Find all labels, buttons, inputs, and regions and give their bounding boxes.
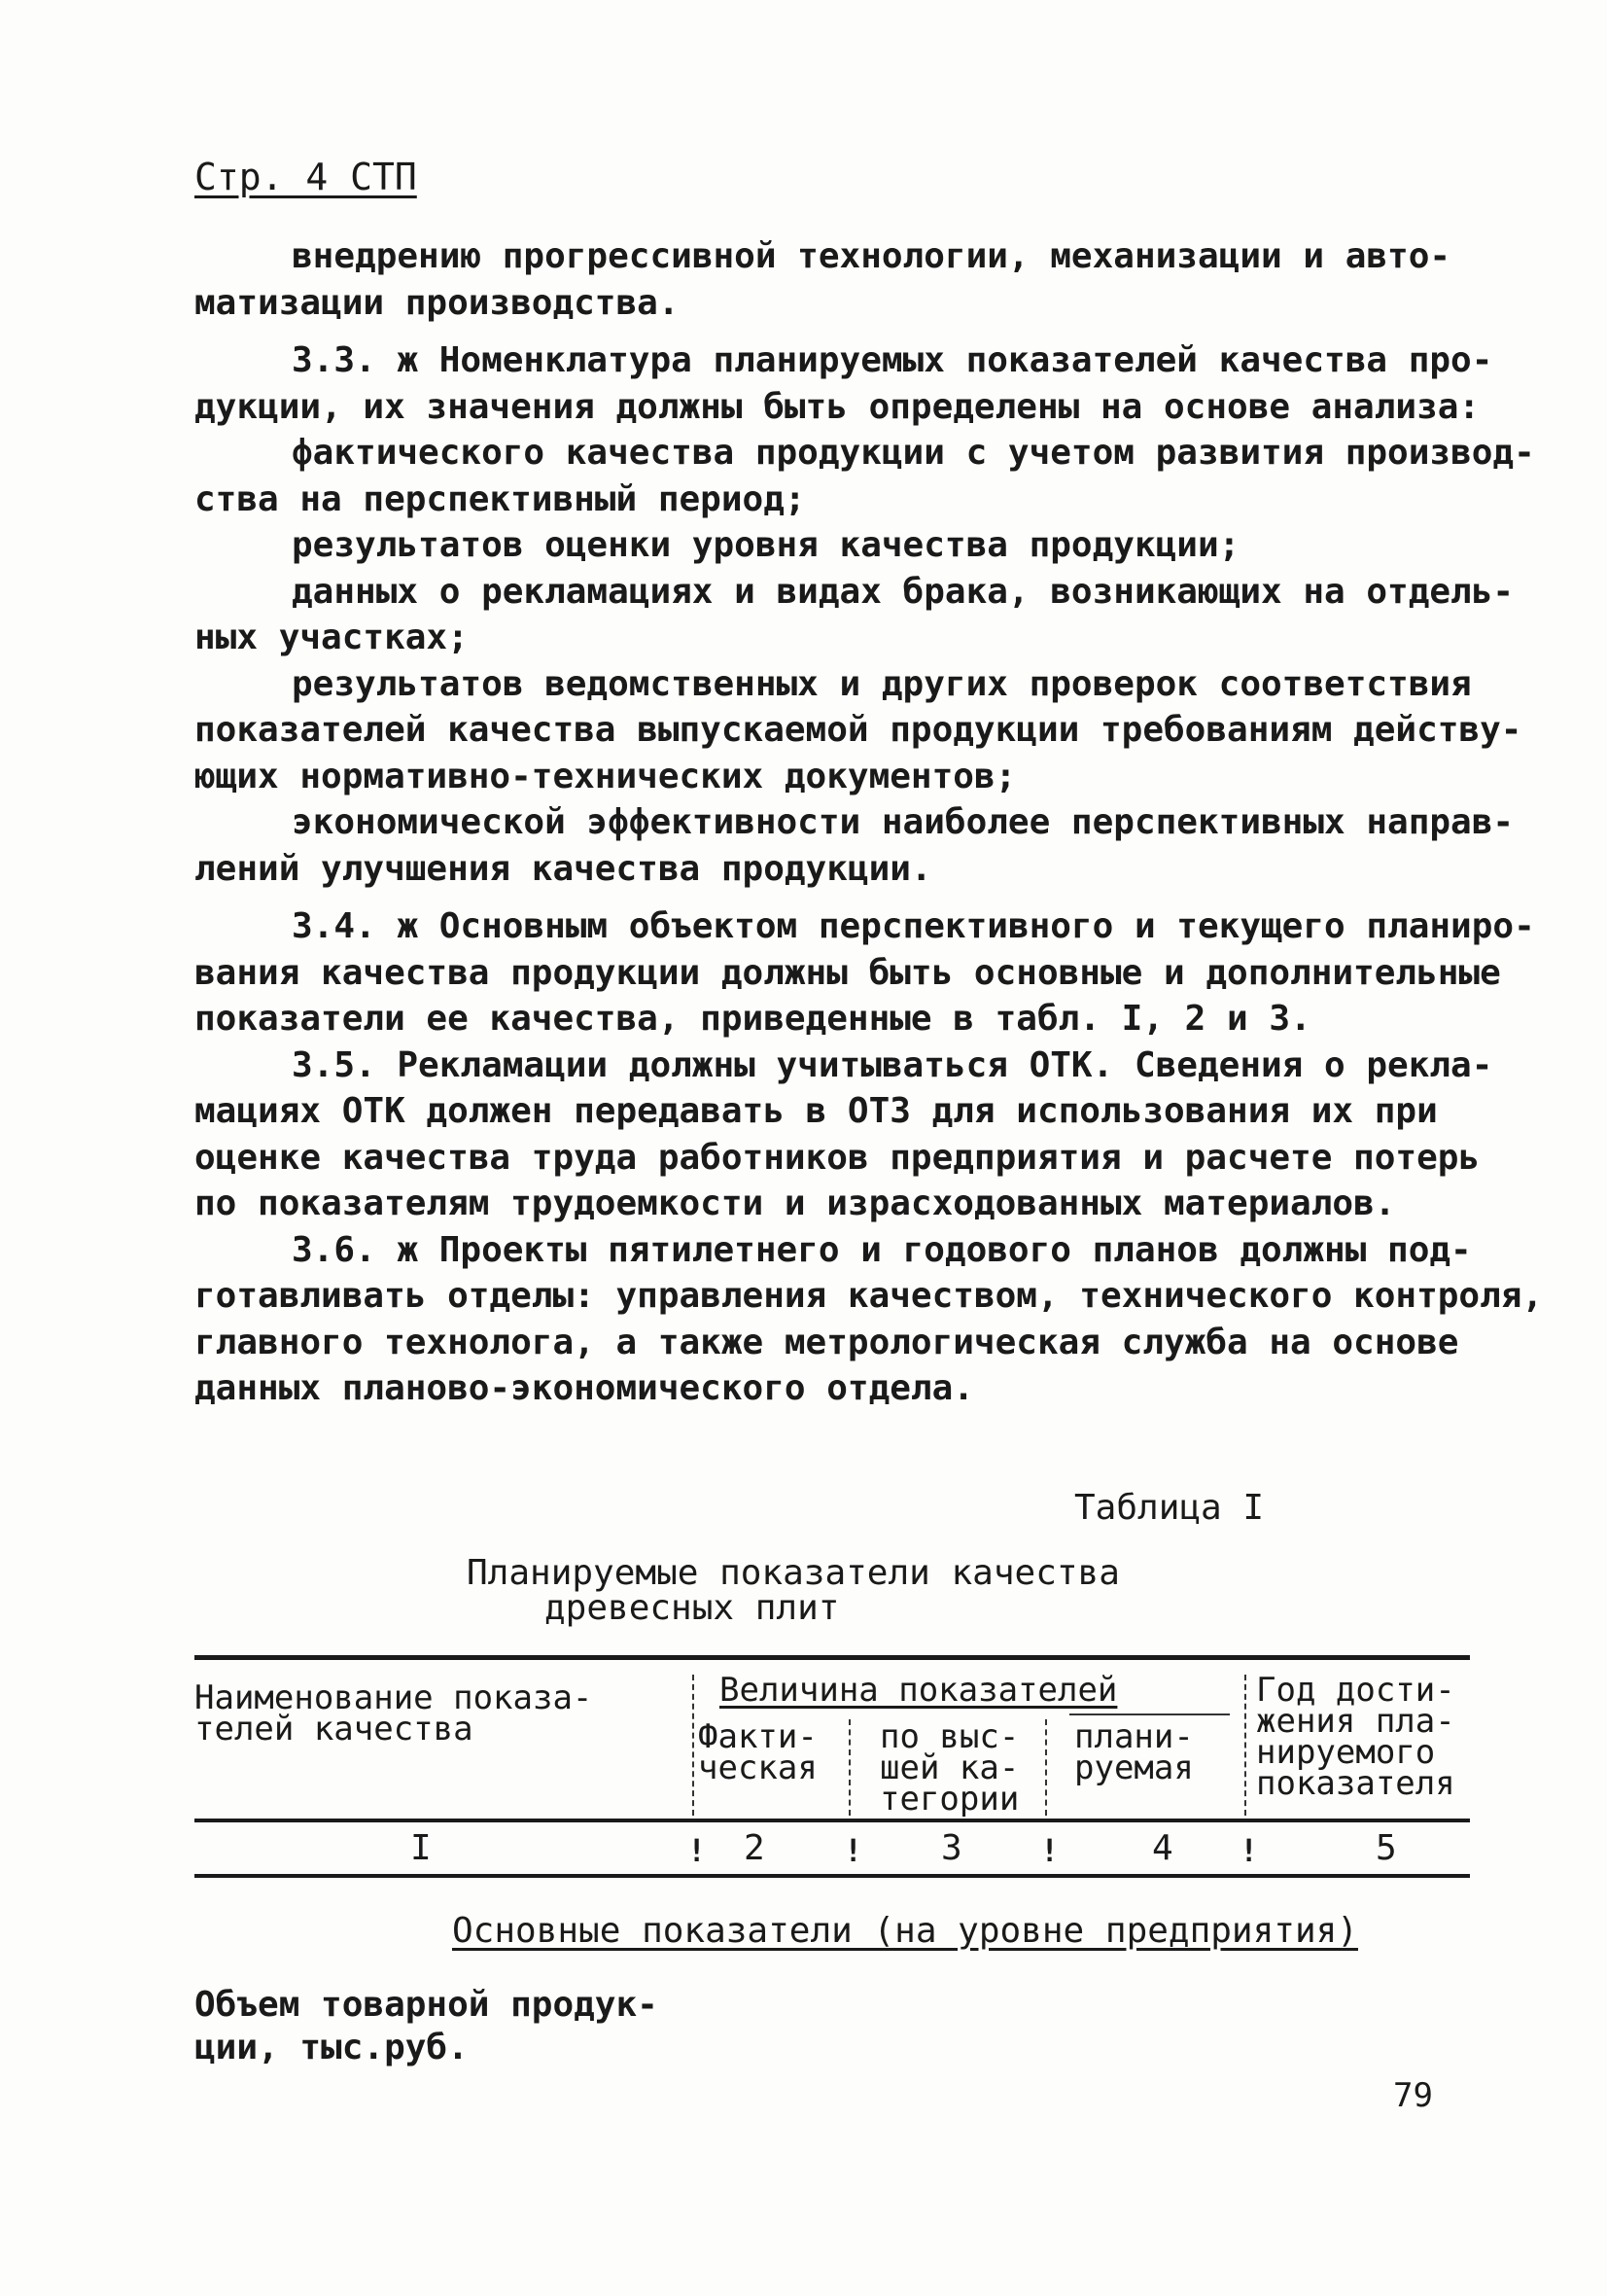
table-top-rule <box>194 1655 1470 1660</box>
text-line: 3.4. ж Основным объектом перспективного и текущего планиро- <box>292 906 1535 946</box>
text-line: фактического качества продукции с учетом развития производ- <box>292 433 1535 473</box>
col-header-name: Наименование показа- телей качества <box>194 1678 593 1748</box>
text-line: 3.5. Рекламации должны учитываться ОТК. Сведения о рекла- <box>292 1044 1493 1085</box>
col-header-fact: Факти- ческая <box>698 1717 818 1787</box>
text-line: матизации производства. <box>194 282 680 323</box>
table-title-line: древесных плит <box>544 1588 840 1628</box>
page-number: 79 <box>1393 2076 1433 2115</box>
text-line: показатели ее качества, приведенные в табл. I, 2 и 3. <box>194 999 1311 1039</box>
table-row-label: Объем товарной продук- ции, тыс.руб. <box>194 1985 658 2067</box>
text-line: данных о рекламациях и видах брака, возникающих на отдель- <box>292 571 1515 612</box>
col-header-year: Год дости- жения пла- нируемого показателя <box>1256 1671 1455 1803</box>
column-divider <box>692 1675 694 1816</box>
column-divider <box>1244 1675 1246 1816</box>
column-divider <box>1045 1719 1047 1816</box>
col-header-top-category: по выс- шей ка- тегории <box>880 1717 1020 1819</box>
text-line: готавливать отделы: управления качеством, технического контроля, <box>194 1276 1544 1316</box>
column-number: 5 <box>1376 1828 1397 1868</box>
text-line: ства на перспективный период; <box>194 478 806 519</box>
table-section-title: Основные показатели (на уровне предприятия) <box>452 1911 1358 1951</box>
table-title <box>467 1553 1120 1628</box>
table-caption: Таблица I <box>1074 1488 1265 1528</box>
text-line: дукции, их значения должны быть определены на основе анализа: <box>194 386 1481 427</box>
column-number: 2 <box>744 1828 765 1868</box>
text-line: ных участках; <box>194 618 469 657</box>
col-header-planned: плани- руемая <box>1074 1717 1194 1787</box>
text-line: главного технолога, а также метрологическая служба на основе <box>194 1322 1459 1362</box>
text-line: лений улучшения качества продукции. <box>194 848 932 889</box>
text-line: внедрению прогрессивной технологии, механизации и авто- <box>292 236 1451 276</box>
group-header-underline <box>1069 1713 1230 1715</box>
header-bottom-rule <box>194 1819 1470 1822</box>
text-line: данных планово-экономического отдела. <box>194 1368 974 1408</box>
document-page: Стр. 4 СТП внедрению прогрессивной технологии, механизации и авто- матизации производства. 3.3. ж Номенклатура планируемых показателей качества про- дукции, их значения должны быть определены на основе анализа: фактического качества продукции с учетом развития производ- ства на перспективный период; результатов оценки уровня качества продукции; данных о рекламациях и видах брака, возникающих на отдель- ных участках; результатов ведомственных и других проверок соответствия показателей качества выпускаемой продукции требованиям действу- ющих нормативно-технических документов; экономической эффективности наиболее перспективных направ- лений улучшения качества продукции. 3.4. ж Основным объектом перспективного и текущего планиро- вания качества продукции должны быть основные и дополнительные показатели ее качества, приведенные в табл. I, 2 и 3. 3.5. Рекламации должны учитываться ОТК. Сведения о рекла- мациях ОТК должен передавать в ОТЗ для использования их при оценке качества труда работников предприятия и расчете потерь по показателям трудоемкости и израсходованных материалов. 3.6. ж Проекты пятилетнего и годового планов должны под- готавливать отделы: управления качеством, технического контроля, главного технолога, а также метрологическая служба на основе данных планово-экономического отдела. Таблица I Планируемые показатели качества древесных плит Наименование показа- телей качества Величина показателей Факти- ческая по выс- шей ка- тегории плани- руемая Год дости- жения пла- нируемого показателя I ! 2 ! 3 ! 4 ! 5 Основные показатели (на уровне предприятия) Объем товарной продук- ции, тыс.руб. 79 <box>194 156 1544 2115</box>
text-line: результатов ведомственных и других проверок соответствия <box>292 663 1472 704</box>
text-line: 3.3. ж Номенклатура планируемых показателей качества про- <box>292 340 1493 380</box>
text-line: результатов оценки уровня качества продукции; <box>292 525 1240 565</box>
text-line: 3.6. ж Проекты пятилетнего и годового планов должны под- <box>292 1229 1472 1270</box>
text-line: вания качества продукции должны быть основные и дополнительные <box>194 952 1501 993</box>
text-line: экономической эффективности наиболее перспективных направ- <box>292 802 1515 842</box>
text-line: ющих нормативно-технических документов; <box>194 756 1017 796</box>
text-line: по показателям трудоемкости и израсходованных материалов. <box>194 1183 1396 1223</box>
text-line: оценке качества труда работников предприятия и расчете потерь <box>194 1137 1481 1178</box>
column-number: 4 <box>1152 1828 1173 1868</box>
column-divider <box>849 1719 851 1816</box>
column-number: I <box>410 1828 432 1868</box>
text-line: показателей качества выпускаемой продукции требованиям действу- <box>194 710 1522 750</box>
numbers-bottom-rule <box>194 1874 1470 1878</box>
col-group-header: Величина показателей <box>719 1671 1118 1710</box>
page-header: Стр. 4 СТП <box>194 156 417 198</box>
body-text <box>194 233 1544 1412</box>
column-number: 3 <box>941 1828 962 1868</box>
table-title-line: Планируемые показатели качества <box>467 1553 1120 1593</box>
text-line: мациях ОТК должен передавать в ОТЗ для использования их при <box>194 1091 1438 1131</box>
